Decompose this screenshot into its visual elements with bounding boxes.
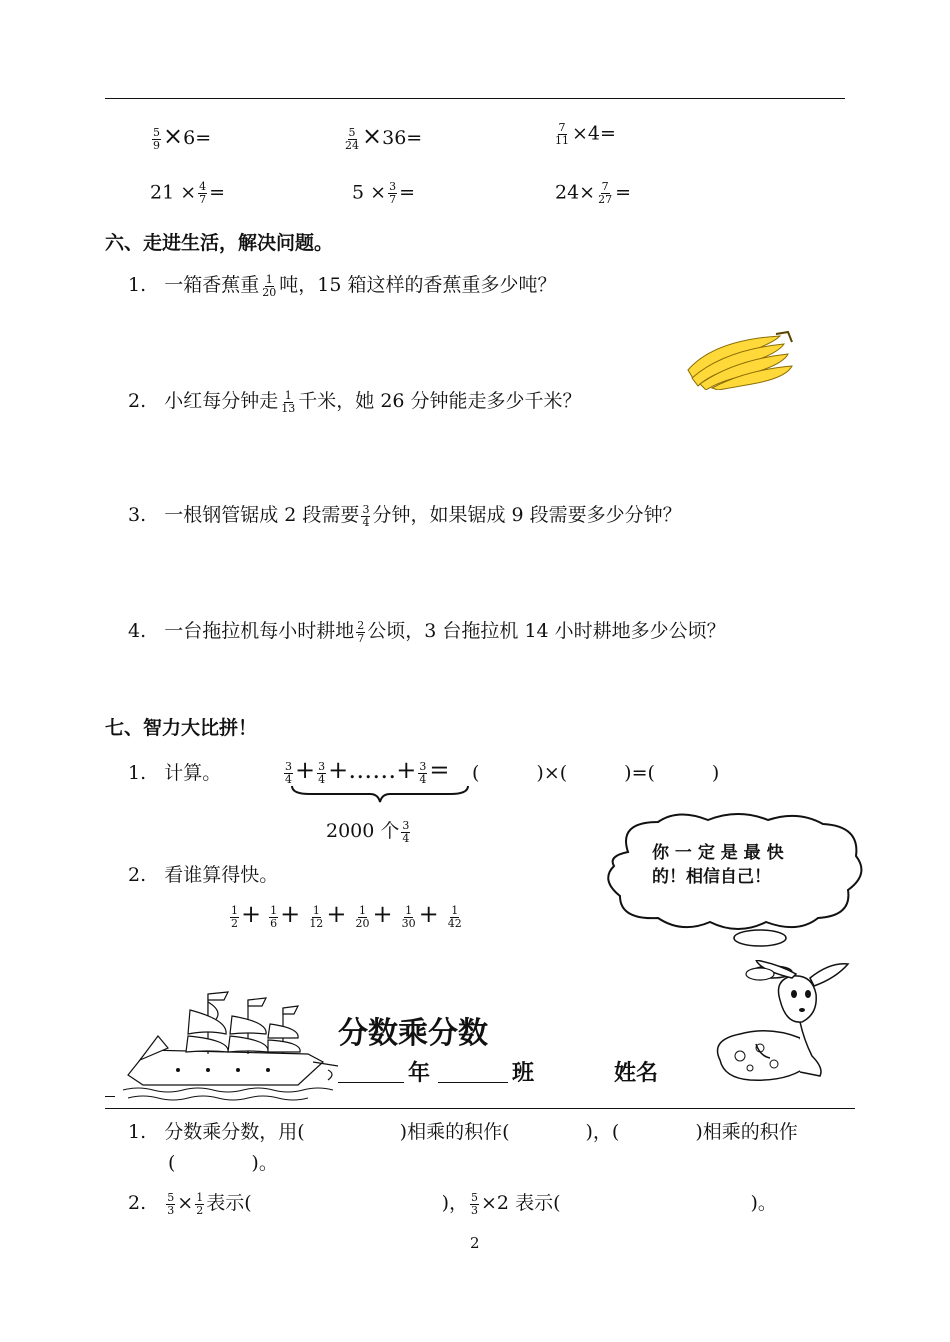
underbrace (290, 784, 470, 804)
bubble-text-line2: 的！相信自己！ (652, 867, 771, 887)
exercise-2: $\frac{5}{24}$ ×36= (345, 122, 423, 152)
top-rule (105, 98, 845, 99)
worksheet-question-1-cont: ( )。 (168, 1152, 278, 1174)
count-label: 2000 个 $\frac{3}{4}$ (326, 818, 410, 845)
question-6-2: 2. 小红每分钟走 $\frac{1}{13}$ 千米，她 26 分钟能走多少千米？ (128, 388, 582, 415)
exercise-6: 24× $\frac{7}{27}$ = (555, 180, 632, 206)
section-6-title: 六、走进生活，解决问题。 (105, 232, 334, 254)
worksheet-question-2: 2. $\frac{5}{3}$ × $\frac{1}{2}$ 表示( )， $\frac{5}{3}$ ×2 表示( )。 (128, 1190, 777, 1217)
fraction-series: $\frac{1}{2}$ + $\frac{1}{6}$ + $\frac{1}{12}$ + $\frac{1}{20}$ + $\frac{1}{30}$ + $\frac{1}{42}$ (231, 900, 462, 930)
class-label: 班 (512, 1061, 535, 1086)
question-6-4: 4. 一台拖拉机每小时耕地 $\frac{2}{7}$ 公顷，3 台拖拉机 14 小时耕地多少公顷？ (128, 618, 726, 645)
exercise-4: 21 × $\frac{4}{7}$ = (150, 180, 226, 206)
bubble-text-line1: 你 一 定 是 最 快 (652, 843, 784, 863)
name-label: 姓名 (614, 1061, 659, 1086)
exercise-5: 5 × $\frac{3}{7}$ = (352, 180, 415, 206)
deer-icon (700, 960, 860, 1090)
question-6-1: 1. 一箱香蕉重 $\frac{1}{20}$ 吨，15 箱这样的香蕉重多少吨？ (128, 272, 557, 299)
exercise-1: $\frac{5}{9}$ ×6= (153, 122, 212, 152)
answer-blanks[interactable]: ( )×( )=( ) (472, 762, 720, 784)
year-blank[interactable] (338, 1082, 404, 1083)
question-7-2: 2. 看谁算得快。 (128, 864, 279, 886)
class-blank[interactable] (438, 1082, 508, 1083)
worksheet-question-1: 1. 分数乘分数，用( )相乘的积作( )，( )相乘的积作 (128, 1121, 798, 1143)
sum-expression: $\frac{3}{4}$ + $\frac{3}{4}$ +……+ $\frac{3}{4}$ = (285, 756, 450, 786)
question-6-3: 3. 一根钢管锯成 2 段需要 $\frac{3}{4}$ 分钟，如果锯成 9 段需要多少分钟？ (128, 502, 682, 529)
question-7-1: 1. 计算。 (128, 762, 222, 784)
banana-icon (684, 330, 794, 390)
year-label: 年 (408, 1061, 431, 1086)
margin-dash (105, 1096, 115, 1097)
sailing-ship-icon (118, 990, 343, 1105)
exercise-3: $\frac{7}{11}$ ×4= (555, 121, 616, 147)
worksheet-separator (105, 1108, 855, 1109)
worksheet-title: 分数乘分数 (338, 1016, 488, 1051)
section-7-title: 七、智力大比拼！ (105, 717, 258, 739)
page-number: 2 (470, 1234, 480, 1252)
